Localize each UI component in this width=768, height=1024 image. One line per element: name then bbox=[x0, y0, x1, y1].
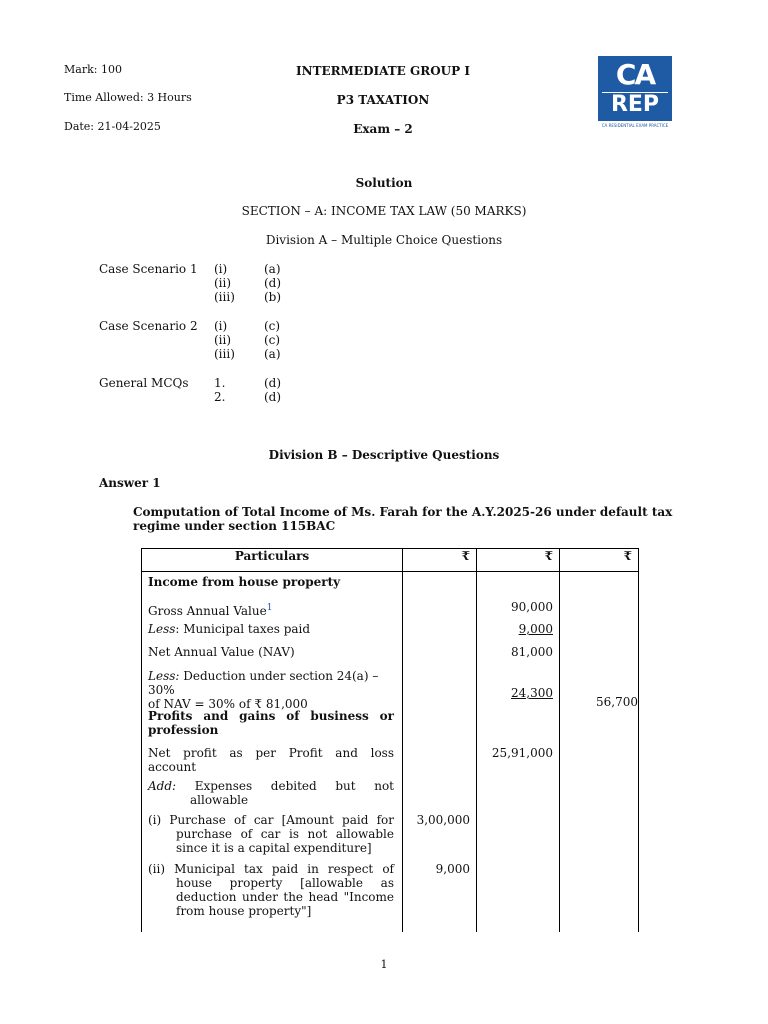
mcq-q: (ii) bbox=[214, 333, 232, 347]
add-expenses-text: Expenses debited but not bbox=[176, 779, 394, 793]
deduction-value: 24,300 bbox=[511, 686, 553, 700]
col2-cell bbox=[403, 572, 477, 933]
mcq-q: (ii) bbox=[214, 276, 232, 290]
computation-title-line-2: regime under section 115BAC bbox=[133, 519, 336, 533]
col4-cell bbox=[560, 572, 639, 933]
ihp-heading: Income from house property bbox=[148, 575, 341, 589]
add-word: Add: bbox=[148, 779, 177, 793]
exam-title: Exam – 2 bbox=[353, 122, 413, 136]
net-profit-value: 25,91,000 bbox=[491, 746, 553, 760]
mcq-a: (c) bbox=[264, 319, 281, 333]
division-b-title: Division B – Descriptive Questions bbox=[268, 448, 500, 462]
mcq-q: 1. bbox=[214, 376, 226, 390]
municipal-tax-value: 9,000 bbox=[518, 622, 553, 636]
gav-text: Gross Annual Value bbox=[148, 604, 267, 618]
logo-ca-text: CA bbox=[615, 58, 655, 91]
total-income-table bbox=[141, 548, 639, 932]
mcq-a: (d) bbox=[264, 376, 282, 390]
mcq-a: (c) bbox=[264, 333, 281, 347]
mt-line-1: (ii) Municipal tax paid in respect of bbox=[148, 862, 394, 876]
car-line-3: since it is a capital expenditure] bbox=[176, 841, 372, 855]
pgbp-heading-1: Profits and gains of business or bbox=[148, 709, 394, 723]
less-word: Less bbox=[148, 622, 176, 636]
less-word: Less: bbox=[148, 669, 180, 683]
mcq-a: (b) bbox=[264, 290, 282, 304]
net-profit-label-1: Net profit as per Profit and loss bbox=[148, 746, 394, 760]
case-scenario-2-label: Case Scenario 2 bbox=[99, 319, 198, 333]
car-line-2: purchase of car is not allowable bbox=[176, 827, 394, 841]
date-text: Date: 21-04-2025 bbox=[64, 120, 161, 133]
answer-1-label: Answer 1 bbox=[99, 476, 161, 490]
mcq-a: (d) bbox=[264, 276, 282, 290]
municipal-tax-expense-label bbox=[148, 862, 394, 918]
mt-line-2: house property [allowable as bbox=[176, 876, 394, 890]
division-a-title: Division A – Multiple Choice Questions bbox=[265, 233, 503, 247]
add-expenses-label-2: allowable bbox=[190, 793, 249, 807]
col3-cell bbox=[477, 572, 560, 933]
table-body-row bbox=[142, 572, 639, 933]
municipal-tax-expense-value: 9,000 bbox=[435, 862, 470, 876]
rupee-header-3: ₹ bbox=[560, 549, 639, 572]
rupee-header-1: ₹ bbox=[403, 549, 477, 572]
gav-footnote-link[interactable]: 1 bbox=[266, 603, 273, 613]
particulars-cell bbox=[142, 572, 403, 933]
deduction-label bbox=[148, 669, 394, 711]
nav-label: Net Annual Value (NAV) bbox=[148, 645, 295, 659]
mcq-a: (a) bbox=[264, 262, 281, 276]
mcq-q: 2. bbox=[214, 390, 226, 404]
mcq-q: (iii) bbox=[214, 347, 235, 361]
car-purchase-label bbox=[148, 813, 394, 855]
logo-tagline: CA RESIDENTIAL EXAM PRACTICE bbox=[601, 123, 669, 128]
mt-line-3: deduction under the head "Income bbox=[176, 890, 394, 904]
section-title: SECTION – A: INCOME TAX LAW (50 MARKS) bbox=[241, 204, 527, 218]
group-title: INTERMEDIATE GROUP I bbox=[296, 64, 470, 78]
mcq-q: (i) bbox=[214, 262, 228, 276]
deduction-text-1: Deduction under section 24(a) – 30% bbox=[148, 669, 379, 697]
mcq-q: (iii) bbox=[214, 290, 235, 304]
car-line-1: (i) Purchase of car [Amount paid for bbox=[148, 813, 394, 827]
particulars-header: Particulars bbox=[142, 549, 403, 572]
computation-title bbox=[133, 505, 672, 533]
gav-value: 90,000 bbox=[511, 600, 553, 614]
logo-rep-text: REP bbox=[610, 92, 660, 117]
general-mcqs-label: General MCQs bbox=[99, 376, 189, 390]
computation-title-line-1: Computation of Total Income of Ms. Farah for the A.Y.2025-26 under default tax bbox=[133, 505, 673, 519]
pgbp-heading-2: profession bbox=[148, 723, 219, 737]
solution-title: Solution bbox=[355, 176, 413, 190]
case-scenario-1-label: Case Scenario 1 bbox=[99, 262, 198, 276]
mcq-q: (i) bbox=[214, 319, 228, 333]
municipal-tax-label bbox=[148, 622, 394, 636]
subject-title: P3 TAXATION bbox=[336, 93, 430, 107]
gav-label bbox=[148, 601, 394, 618]
rupee-header-2: ₹ bbox=[477, 549, 560, 572]
mcq-a: (d) bbox=[264, 390, 282, 404]
mark-text: Mark: 100 bbox=[64, 63, 122, 76]
table-header-row bbox=[142, 549, 639, 572]
car-value: 3,00,000 bbox=[416, 813, 470, 827]
time-allowed-text: Time Allowed: 3 Hours bbox=[64, 91, 192, 104]
net-profit-label-2: account bbox=[148, 760, 197, 774]
mt-line-4: from house property"] bbox=[176, 904, 312, 918]
page-number: 1 bbox=[380, 958, 388, 971]
nav-value: 81,000 bbox=[511, 645, 553, 659]
deduction-text-2: of NAV = 30% of ₹ 81,000 bbox=[148, 697, 308, 711]
ca-rep-logo bbox=[598, 56, 672, 128]
mcq-a: (a) bbox=[264, 347, 281, 361]
add-expenses-label bbox=[148, 779, 394, 793]
ihp-total-value: 56,700 bbox=[596, 695, 638, 709]
municipal-tax-text: : Municipal taxes paid bbox=[175, 622, 311, 636]
